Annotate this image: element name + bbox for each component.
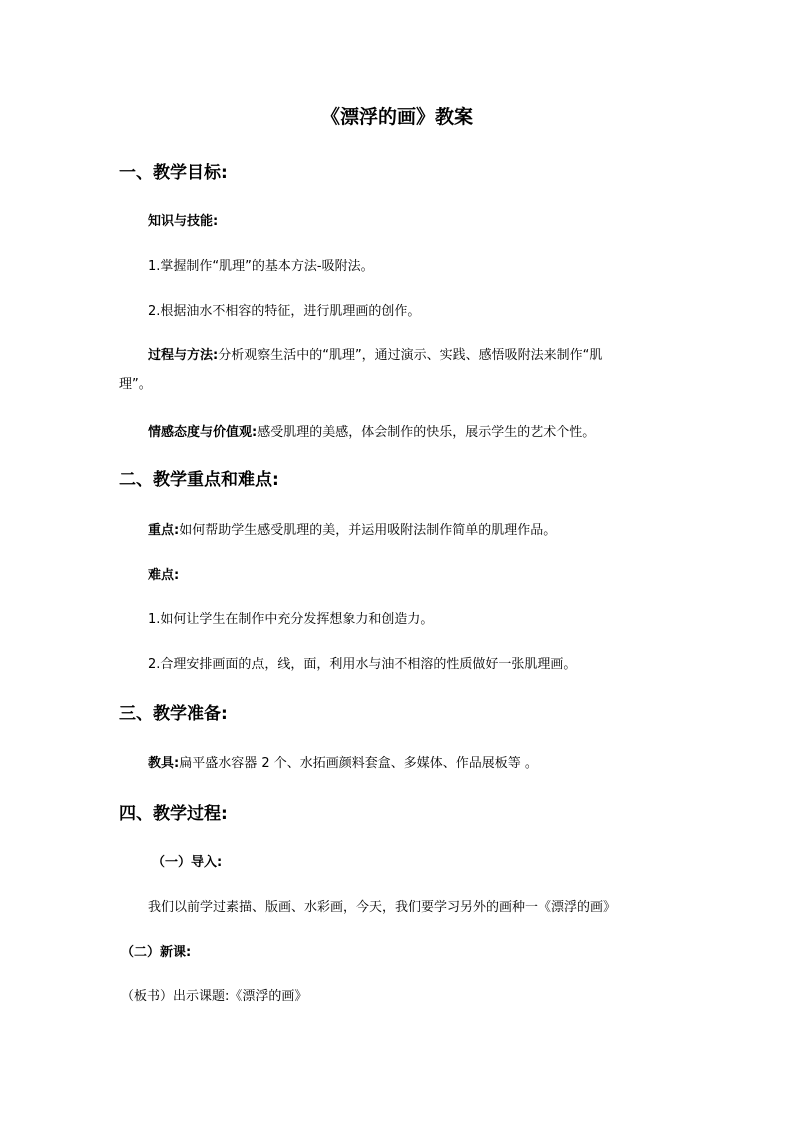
objective-item-2: 2.根据油水不相容的特征，进行肌理画的创作。 [148, 304, 421, 319]
difficult-point-label: 难点: [148, 568, 180, 583]
teaching-tools-label: 教具: [148, 756, 180, 771]
objective-item-1: 1.掌握制作“肌理”的基本方法-吸附法。 [148, 259, 374, 274]
intro-label: （一）导入: [152, 855, 223, 870]
teaching-tools-text: 扁平盛水容器 2 个、水拓画颜料套盒、多媒体、作品展板等 。 [179, 756, 538, 771]
emotion-values-line [148, 426, 595, 439]
key-point-text: 如何帮助学生感受肌理的美，并运用吸附法制作简单的肌理作品。 [179, 523, 557, 538]
process-method-text: 分析观察生活中的“肌理”，通过演示、实践、感悟吸附法来制作“肌 [218, 348, 603, 363]
intro-text: 我们以前学过素描、版画、水彩画，今天，我们要学习另外的画种一《漂浮的画》 [148, 900, 617, 915]
emotion-values-text: 感受肌理的美感，体会制作的快乐，展示学生的艺术个性。 [257, 425, 596, 440]
key-point-label: 重点: [148, 523, 180, 538]
difficult-item-1: 1.如何让学生在制作中充分发挥想象力和创造力。 [148, 612, 434, 627]
document-title: 《漂浮的画》教案 [320, 106, 473, 128]
section-heading-objectives: 一、教学目标: [119, 163, 228, 183]
process-method-line [148, 349, 602, 362]
difficult-item-2: 2.合理安排画面的点，线，面，利用水与油不相溶的性质做好一张肌理画。 [148, 657, 577, 672]
section-heading-process: 四、教学过程: [119, 804, 228, 824]
section-heading-preparation: 三、教学准备: [119, 704, 228, 724]
emotion-values-label: 情感态度与价值观: [148, 425, 258, 440]
teaching-tools-line [148, 757, 538, 770]
process-method-continuation: 理”。 [119, 377, 152, 392]
board-title-text: （板书）出示课题:《漂浮的画》 [121, 989, 308, 1004]
process-method-label: 过程与方法: [148, 348, 219, 363]
new-lesson-label: （二）新课: [121, 945, 192, 960]
key-point-line [148, 524, 556, 537]
section-heading-key-points: 二、教学重点和难点: [119, 470, 279, 490]
knowledge-skills-label: 知识与技能: [148, 214, 219, 229]
